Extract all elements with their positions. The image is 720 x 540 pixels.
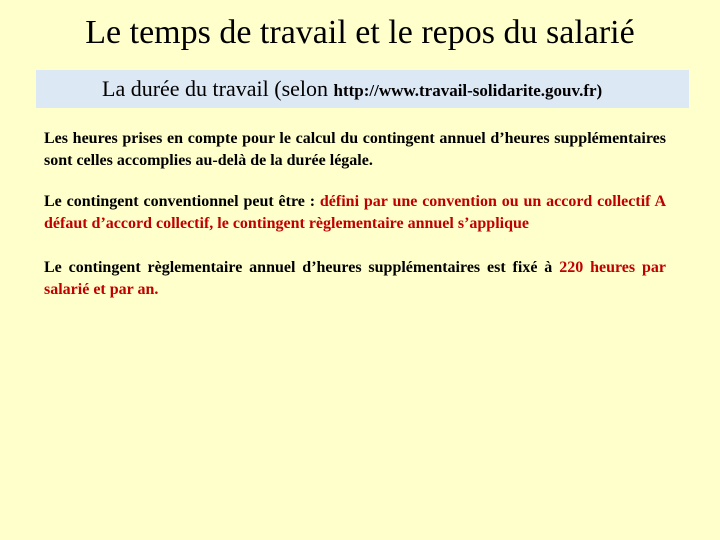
subtitle-bar	[36, 70, 689, 108]
paragraph-overtime-definition: Les heures prises en compte pour le calcul du contingent annuel d’heures supplémentaires sont celles accomplies au-delà de la durée légale.	[44, 130, 666, 169]
subtitle-url: http://www.travail-solidarite.gouv.fr)	[333, 81, 603, 100]
paragraph-regulatory-quota-highlight: 220 heures par salarié et par an.	[44, 259, 666, 298]
paragraph-regulatory-quota	[44, 257, 666, 301]
slide-title: Le temps de travail et le repos du salarié	[85, 14, 635, 51]
paragraph-conventional-quota-intro: Le contingent conventionnel peut être :	[44, 193, 320, 210]
paragraph-conventional-quota	[44, 191, 666, 235]
paragraph-regulatory-quota-intro: Le contingent règlementaire annuel d’heures supplémentaires est fixé à	[44, 259, 560, 276]
subtitle-text: La durée du travail (selon	[102, 76, 334, 101]
paragraph-conventional-quota-highlight: défini par une convention ou un accord collectif A défaut d’accord collectif, le contingent règlementaire annuel s’applique	[44, 193, 666, 232]
